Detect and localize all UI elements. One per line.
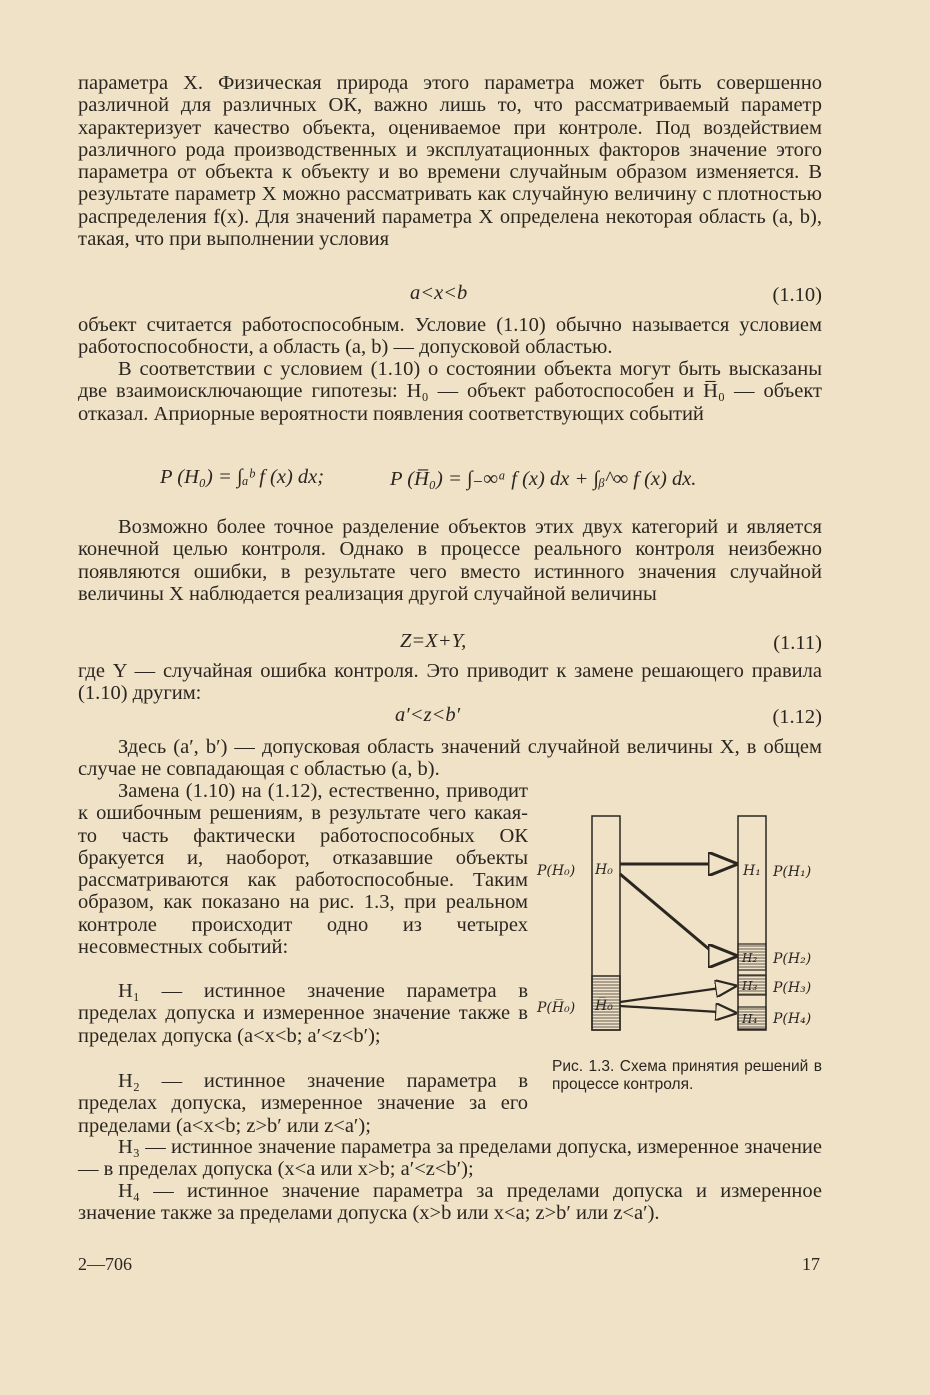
equation-number-1-12: (1.12) xyxy=(772,706,822,728)
label-h3: H₃ xyxy=(742,979,758,993)
arrow-h0-h2 xyxy=(620,874,735,956)
label-h4: H₄ xyxy=(742,1012,758,1026)
arrow-h0bar-h3 xyxy=(620,986,735,1002)
label-p-h0bar: P(H̅₀) xyxy=(537,1000,576,1016)
decision-diagram xyxy=(535,810,825,1050)
label-h2: H₂ xyxy=(742,951,758,965)
paragraph-1: параметра X. Физическая природа этого параметра может быть совершенно различной для различных ОК, важно лишь то, что рассматриваемый параметр характеризует качество объекта, оцениваемое при контроле. Под воздействием различного рода производственных и эксплуатационных факторов значение этого параметра от объекта к объекту и во времени случайным образом изменяется. В результате параметр X можно рассматривать как случайную величину с плотностью распределения f(x). Для значений параметра X определена некоторая область (a, b), такая, что при выполнении условия xyxy=(78,72,822,251)
label-h0bar: H̅₀ xyxy=(595,998,613,1014)
label-h0: H₀ xyxy=(595,862,613,878)
hypothesis-h2: H₂ — истинное значение параметра в пределах допуска, измеренное значение за его пределами (a<x<b; z>b′ или z<a′); xyxy=(78,1070,528,1137)
paragraph-4: Возможно более точное разделение объектов этих двух категорий и является конечной целью контроля. Однако в процессе реального контроля неизбежно появляются ошибки, в результате чего вместо истинного значения случайной величины X наблюдается реализация другой случайной величины xyxy=(78,516,822,605)
paragraph-2: объект считается работоспособным. Условие (1.10) обычно называется условием работоспособности, а область (a, b) — допусковой областью. xyxy=(78,314,822,359)
equation-number-1-11: (1.11) xyxy=(773,632,822,654)
hypothesis-h3: H₃ — истинное значение параметра за пределами допуска, измеренное значение — в пределах допуска (x<a или x>b; a′<z<b′); xyxy=(78,1136,822,1181)
printer-signature: 2—706 xyxy=(78,1254,132,1274)
equation-1-12: a′<z<b′ xyxy=(395,704,461,726)
label-p-h1: P(H₁) xyxy=(773,864,812,880)
equation-prob-h0: P (H₀) = ∫ₐᵇ f (x) dx; xyxy=(160,466,325,488)
right-column xyxy=(738,816,766,1030)
label-p-h0: P(H₀) xyxy=(537,863,576,879)
paragraph-5: где Y — случайная ошибка контроля. Это приводит к замене решающего правила (1.10) другим: xyxy=(78,660,822,705)
label-p-h2: P(H₂) xyxy=(773,951,812,967)
figure-caption: Рис. 1.3. Схема принятия решений в процессе контроля. xyxy=(552,1058,822,1093)
hypothesis-h4: H₄ — истинное значение параметра за пределами допуска и измеренное значение также за пределами допуска (x>b или x<a; z>b′ или z<a′). xyxy=(78,1180,822,1225)
label-p-h4: P(H₄) xyxy=(773,1011,812,1027)
arrow-h0bar-h4 xyxy=(620,1006,735,1013)
label-h1: H₁ xyxy=(743,863,761,879)
hypothesis-h1: H₁ — истинное значение параметра в пределах допуска и измеренное значение также в пределах допуска (a<x<b; a′<z<b′); xyxy=(78,980,528,1047)
label-p-h3: P(H₃) xyxy=(773,980,812,996)
equation-1-11: Z=X+Y, xyxy=(400,630,467,652)
paragraph-7: Замена (1.10) на (1.12), естественно, приводит к ошибочным решениям, в результате чего какая-то часть фактически работоспособных ОК бракуется и, наоборот, отказавшие объекты рассматриваются как работоспособные. Таким образом, как показано на рис. 1.3, при реальном контроле происходит одно из четырех несовместных событий: xyxy=(78,780,528,959)
page-number: 17 xyxy=(802,1254,820,1274)
paragraph-6: Здесь (a′, b′) — допусковая область значений случайной величины X, в общем случае не совпадающая с областью (a, b). xyxy=(78,736,822,781)
paragraph-3: В соответствии с условием (1.10) о состоянии объекта могут быть высказаны две взаимоисключающие гипотезы: H₀ — объект работоспособен и H̅₀ — объект отказал. Априорные вероятности появления соответствующих событий xyxy=(78,358,822,425)
equation-1-10: a<x<b xyxy=(410,282,468,304)
equation-prob-h0bar: P (H̅₀) = ∫₋∞ᵃ f (x) dx + ∫ᵦ^∞ f (x) dx. xyxy=(390,468,697,490)
equation-number-1-10: (1.10) xyxy=(772,284,822,306)
